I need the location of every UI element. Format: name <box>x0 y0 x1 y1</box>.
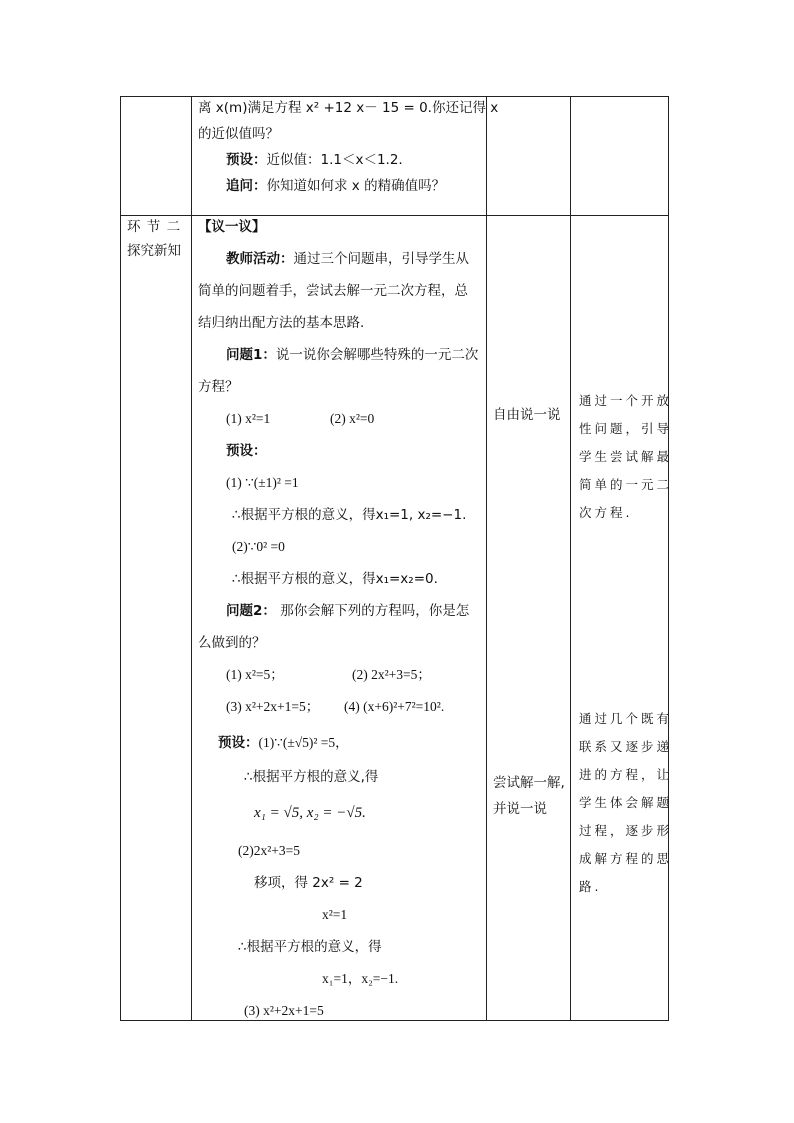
followup-line <box>226 177 445 195</box>
preset2-line-2: ∴根据平方根的意义,得 <box>244 769 379 785</box>
question2-line-2: 么做到的？ <box>198 635 266 651</box>
design-note-1-line-1: 通过一个开放 <box>579 393 673 408</box>
preset2-line-7: ∴根据平方根的意义，得 <box>238 939 382 955</box>
design-note-2-line-4: 学生体会解题 <box>579 795 673 810</box>
question2-equation-2: (2) 2x²+3=5； <box>352 667 431 682</box>
question1-line-2: 方程？ <box>198 379 239 395</box>
followup-text: 你知道如何求 x 的精确值吗？ <box>266 178 446 194</box>
stage-cell <box>121 216 192 1021</box>
table-row <box>121 97 669 216</box>
teacher-line-1 <box>226 250 469 268</box>
design-note-2-line-2: 联系又逐步递 <box>579 739 673 754</box>
solution-line-3: (2)∵0² =0 <box>232 539 285 554</box>
design-note-1-line-4: 简单的一元二 <box>579 477 673 492</box>
teacher-line-2: 简单的问题着手，尝试去解一元二次方程，总 <box>198 283 468 299</box>
question1-line-1 <box>226 346 478 364</box>
question1-equation-2: (2) x²=0 <box>330 411 375 426</box>
teacher-label: 教师活动： <box>226 251 294 267</box>
solution-line-2: ∴根据平方根的意义，得x₁=1, x₂=−1. <box>232 507 467 523</box>
student-activity-1: 自由说一说 <box>493 407 561 423</box>
design-note-1-line-2: 性问题，引导 <box>579 421 673 436</box>
preset2-line-9: (3) x²+2x+1=5 <box>244 1003 324 1018</box>
preset2-line-1 <box>218 734 349 752</box>
stage-cell <box>121 97 192 216</box>
question2-equation-1: (1) x²=5； <box>226 667 284 682</box>
question2-equation-4: (4) (x+6)²+7²=10². <box>344 699 445 714</box>
section-title: 【议一议】 <box>198 219 266 235</box>
question1-text: 说一说你会解哪些特殊的一元二次 <box>275 347 479 363</box>
question2-text: 那你会解下列的方程吗，你是怎 <box>275 603 470 619</box>
question2-label: 问题2： <box>226 603 276 619</box>
design-intent-cell <box>571 216 673 1021</box>
question2-equation-3: (3) x²+2x+1=5； <box>226 699 320 714</box>
lesson-plan-table <box>120 96 673 1021</box>
design-note-2-line-6: 成解方程的思 <box>579 851 673 866</box>
preset2-line-4: (2)2x²+3=5 <box>238 843 301 858</box>
student-activity-cell <box>487 216 571 1021</box>
question2-line-1 <box>226 602 469 620</box>
question1-label: 问题1： <box>226 347 276 363</box>
student-activity-2-line-1: 尝试解一解, <box>493 775 565 791</box>
design-note-2-line-5: 过程，逐步形 <box>579 823 673 838</box>
preset-line <box>226 151 403 169</box>
intro-line-2: 的近似值吗？ <box>198 126 279 142</box>
content-cell <box>192 97 499 216</box>
preset2-line-5: 移项，得 2x² = 2 <box>254 875 363 891</box>
solution-line-4: ∴根据平方根的意义，得x₁=x₂=0. <box>232 571 438 587</box>
intro-line-1: 离 x(m)满足方程 x² +12 x－ 15 = 0.你还记得 x <box>198 100 499 116</box>
preset2-text: (1)∵(±√5)² =5， <box>258 735 349 750</box>
design-note-1-line-5: 次方程. <box>579 505 633 520</box>
followup-label: 追问： <box>226 178 267 194</box>
stage-label-line-1: 环 节 二 <box>127 219 182 235</box>
teacher-line-3: 结归纳出配方法的基本思路. <box>198 315 365 331</box>
preset2-roots: x₁ = √5, x₂ = −√5. <box>254 805 366 821</box>
preset2-line-8: x₁=1，x₂=−1. <box>322 971 399 986</box>
table-row <box>121 216 669 1021</box>
design-note-2-line-1: 通过几个既有 <box>579 711 673 726</box>
design-note-2-line-7: 路. <box>579 879 602 894</box>
preset2-line-6: x²=1 <box>322 907 348 922</box>
preset-label: 预设： <box>226 443 267 459</box>
design-note-2-line-3: 进的方程，让 <box>579 767 673 782</box>
student-activity-2-line-2: 并说一说 <box>493 801 547 817</box>
preset-label: 预设： <box>226 152 267 168</box>
design-note-1-line-3: 学生尝试解最 <box>579 449 673 464</box>
content-cell <box>192 216 487 1021</box>
solution-line-1: (1) ∵(±1)² =1 <box>226 475 299 490</box>
design-intent-cell <box>571 97 669 216</box>
teacher-text: 通过三个问题串，引导学生从 <box>293 251 469 267</box>
preset2-label: 预设： <box>218 735 259 751</box>
question1-equation-1: (1) x²=1 <box>226 411 271 426</box>
stage-label-line-2: 探究新知 <box>127 243 181 259</box>
student-activity-cell <box>487 97 571 216</box>
preset-text: 近似值：1.1＜x＜1.2. <box>266 152 403 168</box>
